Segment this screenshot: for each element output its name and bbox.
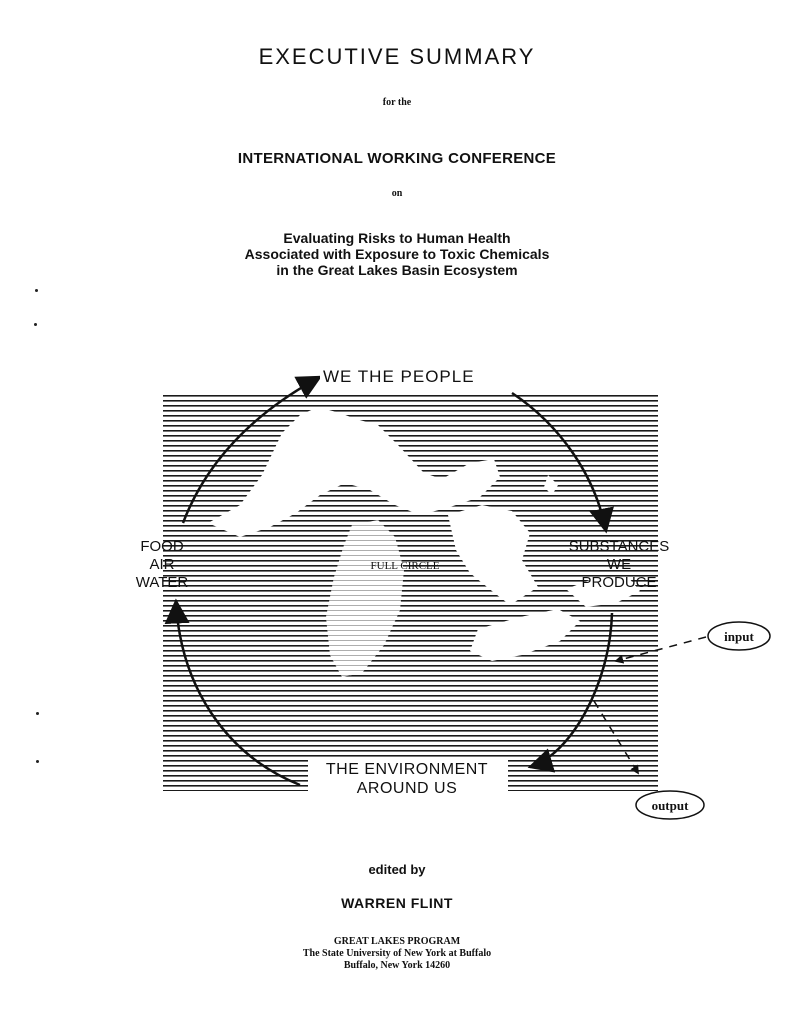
for-the-text: for the	[382, 97, 412, 108]
full-circle-diagram	[0, 355, 794, 835]
label-substances: SUBSTANCES	[568, 538, 670, 555]
affiliation-line: Buffalo, New York 14260	[343, 960, 451, 971]
output-label: output	[651, 798, 689, 813]
label-we: WE	[606, 556, 632, 573]
edited-by-text: edited by	[368, 862, 426, 877]
label-around-us: AROUND US	[356, 780, 458, 797]
topic-line: Associated with Exposure to Toxic Chemicals	[244, 246, 550, 262]
on-text: on	[391, 188, 403, 199]
stray-mark	[35, 289, 38, 292]
conference-topic	[0, 230, 794, 278]
label-produce: PRODUCE	[581, 574, 657, 591]
document-title: EXECUTIVE SUMMARY	[258, 44, 536, 69]
editor-name: WARREN FLINT	[341, 895, 453, 911]
affiliation-line: GREAT LAKES PROGRAM	[333, 936, 461, 947]
stray-mark	[34, 323, 37, 326]
conference-title: INTERNATIONAL WORKING CONFERENCE	[237, 150, 557, 167]
input-label: input	[724, 629, 754, 644]
topic-line: Evaluating Risks to Human Health	[283, 230, 511, 246]
label-water: WATER	[135, 574, 189, 591]
label-we-the-people: WE THE PEOPLE	[323, 367, 475, 386]
label-food: FOOD	[140, 538, 184, 555]
affiliation-line: The State University of New York at Buffalo	[302, 948, 492, 959]
topic-line: in the Great Lakes Basin Ecosystem	[276, 262, 518, 278]
label-the-environment: THE ENVIRONMENT	[325, 761, 489, 778]
label-full-circle: FULL CIRCLE	[370, 560, 440, 572]
label-air: AIR	[149, 556, 175, 573]
affiliation-block	[0, 936, 794, 972]
